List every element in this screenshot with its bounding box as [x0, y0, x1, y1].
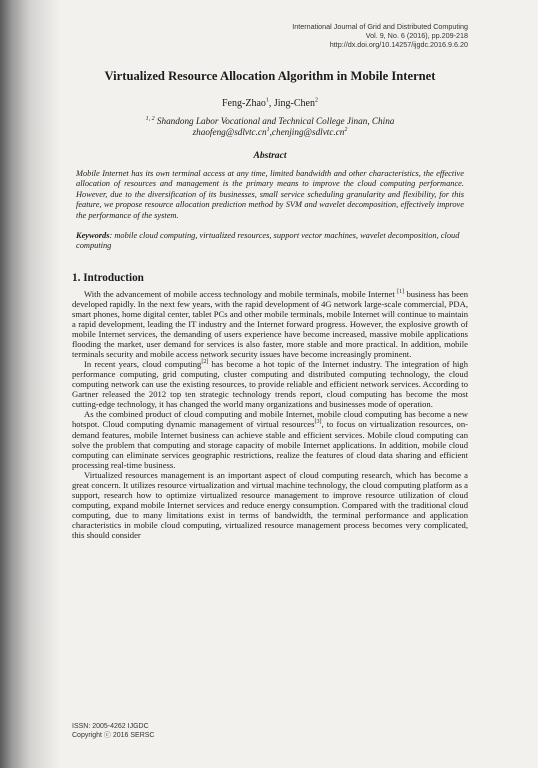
- paragraph-1: With the advancement of mobile access technology and mobile terminals, mobile Internet [1] business has been developed rapidly. In the next few years, with the rapid development of 4G network large-scale commercial, PDA, smart phones, home digital center, tablet PCs and other mobile terminals, mobile Internet will continue to maintain a rapid development, leading the IT industry and the Internet forward progress. However, the explosive growth of mobile Internet services, the demanding of users experience have become increased, massive mobile applications flooding the market, user demand for services is also faster, more stable and more practical. In addition, mobile terminals security and mobile access network security issues have become increasingly prominent.: [72, 288, 469, 360]
- affiliation-sup: 1, 2: [145, 115, 155, 122]
- journal-header: [72, 22, 468, 49]
- abstract-heading: Abstract: [253, 150, 287, 161]
- authors: [72, 98, 468, 110]
- author-2: Jing-Chen: [273, 98, 315, 109]
- citation-2: [2]: [201, 359, 209, 366]
- paragraph-2: In recent years, cloud computing[2] has become a hot topic of the Internet industry. The integration of high performance computing, grid computing, cluster computing and distributed computing technology, the cloud computing network can use the existing resources, to provide reliable and efficient network services. According to Gartner released the 2012 top ten strategic technology trends report, cloud computing has become the most cutting-edge technology, it has changed the world many organizations and businesses mode of operation.: [72, 359, 469, 410]
- footer-issn: ISSN: 2005-4262 IJGDC: [72, 723, 149, 730]
- keywords-text: : mobile cloud computing, virtualized resources, support vector machines, wavelet decomposition, cloud computing: [76, 231, 460, 251]
- journal-name: International Journal of Grid and Distributed Computing: [292, 22, 468, 31]
- page-footer: [72, 722, 154, 740]
- email-2[interactable]: ,chenjing@sdlvtc.cn: [269, 127, 345, 137]
- keywords-label: Keywords: [76, 231, 110, 241]
- author-separator: ,: [268, 98, 274, 109]
- citation-1: [1]: [397, 288, 405, 295]
- affiliation: [72, 116, 468, 138]
- author-1: Feng-Zhao: [222, 98, 266, 109]
- footer-copyright: Copyright ⓒ 2016 SERSC: [72, 732, 155, 739]
- journal-volume: Vol. 9, No. 6 (2016), pp.209-218: [365, 31, 468, 40]
- keywords: [76, 231, 464, 252]
- introduction-body: [72, 289, 468, 540]
- affiliation-institution: Shandong Labor Vocational and Technical College Jinan, China: [156, 116, 395, 126]
- paragraph-3: As the combined product of cloud computing and mobile Internet, mobile cloud computing has become a new hotspot. Cloud computing dynamic management of virtual resources[3], to focus on virtualization resources, on-demand features, mobile Internet business can achieve stable and efficient services. Mobile cloud computing can solve the problem that computing and storage capacity of mobile Internet applications. In addition, mobile cloud computing can eliminate services geographic restrictions, realize the features of cloud data sharing and efficient processing real-time business.: [72, 409, 468, 470]
- email-1[interactable]: zhaofeng@sdlvtc.cn: [192, 127, 267, 137]
- email-1-sup: 1: [266, 126, 270, 133]
- author-1-sup: 1: [265, 97, 269, 104]
- author-2-sup: 2: [315, 97, 318, 104]
- paper-title: Virtualized Resource Allocation Algorithm in Mobile Internet: [104, 69, 436, 83]
- citation-3: [3]: [314, 419, 322, 426]
- email-2-sup: 2: [344, 126, 348, 133]
- paragraph-4: Virtualized resources management is an important aspect of cloud computing research, which has become a great concern. It utilizes resource virtualization and virtual machine technology, the cloud computing platform as a support, research how to optimize virtualized resource management to improve resource utilization of cloud computing, expand mobile Internet services and reduce energy consumption. Compared with the traditional cloud computing, due to many limitations exist in terms of bandwidth, the terminal performance and application characteristics in mobile cloud computing, virtualized resource management process becomes very complicated, this should consider: [72, 469, 468, 540]
- journal-doi[interactable]: http://dx.doi.org/10.14257/ijgdc.2016.9.6.20: [329, 40, 468, 49]
- abstract-text: Mobile Internet has its own terminal access at any time, limited bandwidth and other characteristics, the effective allocation of resources and management is the primary means to improve the cloud computing performance. However, due to the diversification of its businesses, small service scheduling granularity and flexibility, for this feature, we propose resource allocation prediction method by SVM and wavelet decomposition, effectively improve the performance of the system.: [76, 169, 464, 220]
- section-heading-introduction: 1. Introduction: [72, 271, 144, 284]
- paper-page: [72, 22, 468, 540]
- scan-shadow: [0, 0, 60, 768]
